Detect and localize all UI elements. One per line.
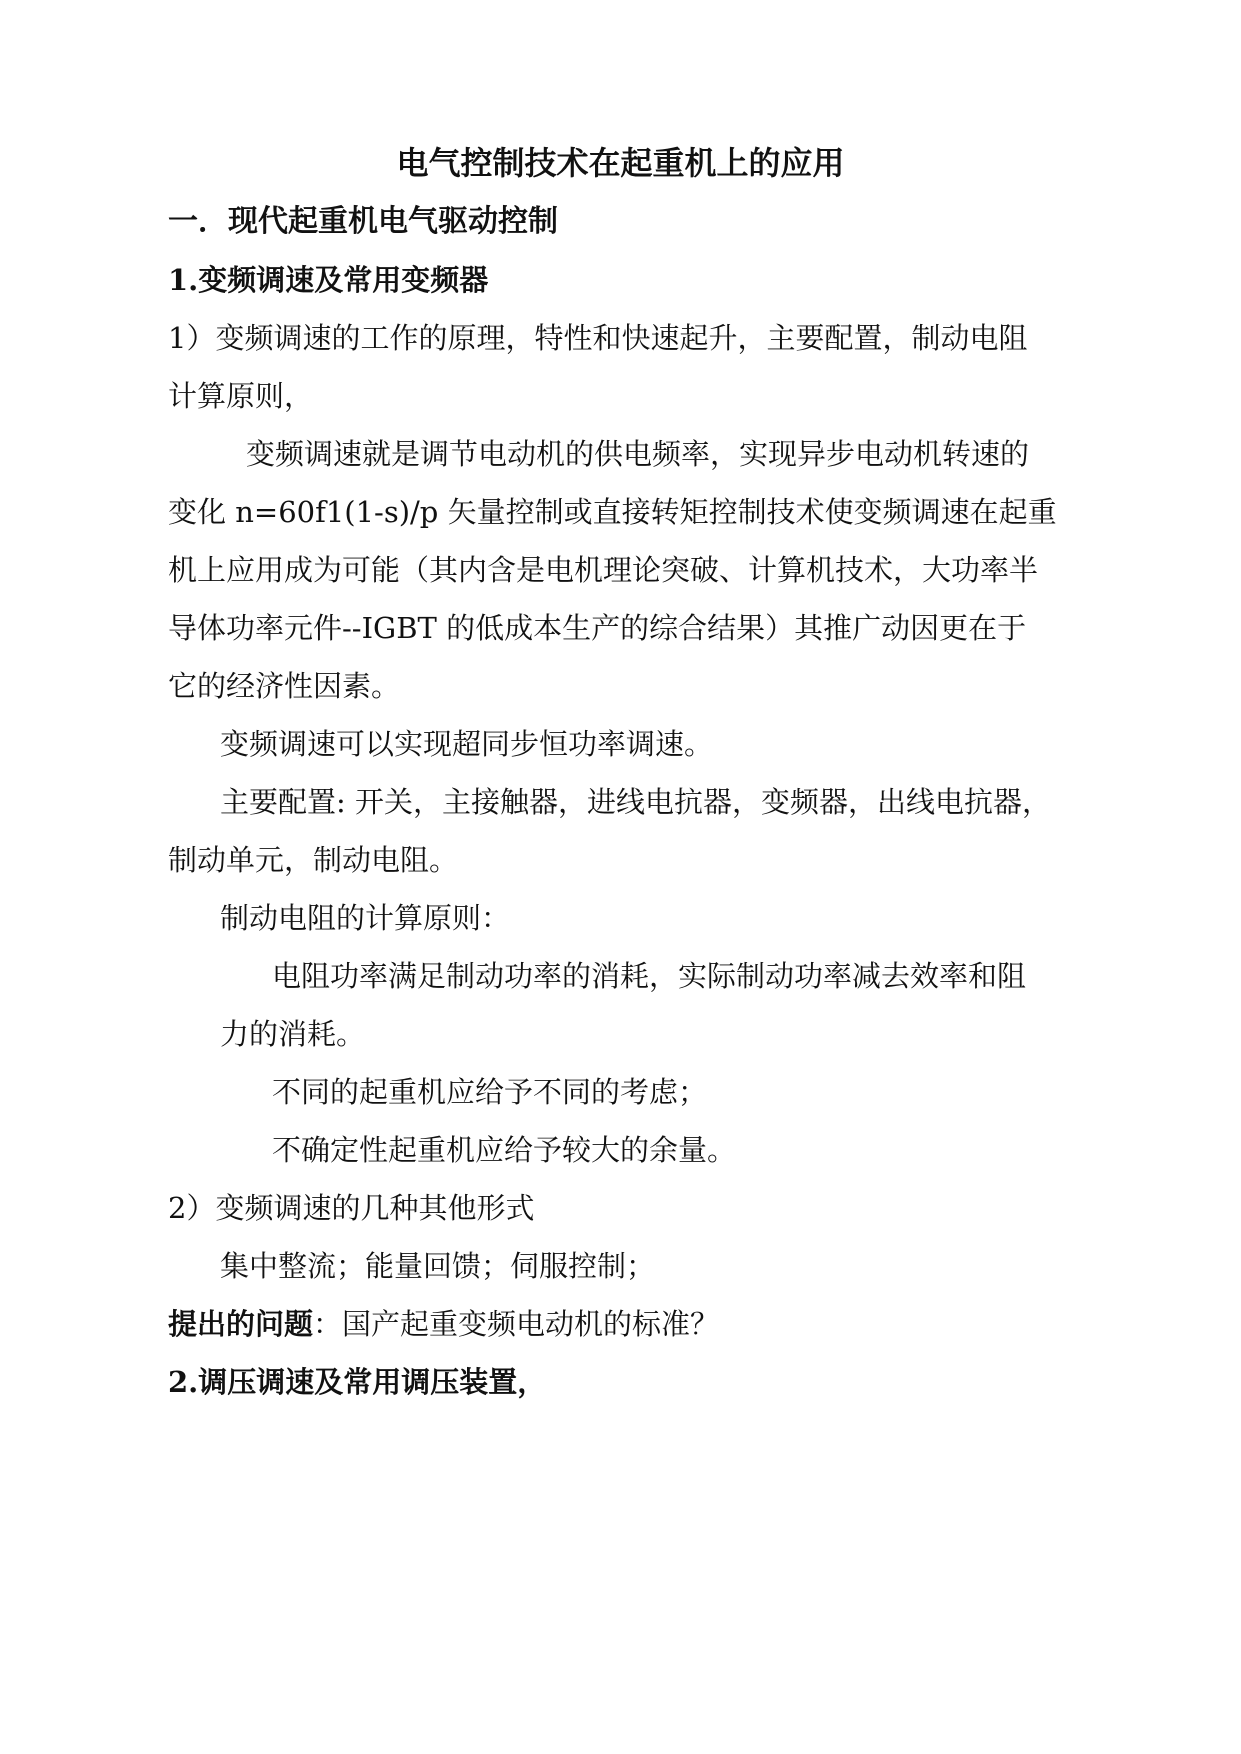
paragraph-line: 不同的起重机应给予不同的考虑；	[272, 1075, 708, 1109]
paragraph-line: 变频调速就是调节电动机的供电频率，实现异步电动机转速的	[246, 437, 1030, 471]
paragraph-line: 集中整流；能量回馈；伺服控制；	[220, 1249, 656, 1283]
question-line	[168, 1304, 719, 1344]
subsection-heading: 2.调压调速及常用调压装置，	[168, 1365, 547, 1399]
paragraph-line: 2）变频调速的几种其他形式	[168, 1191, 535, 1225]
paragraph-line: 1）变频调速的工作的原理，特性和快速起升，主要配置，制动电阻	[168, 321, 1028, 355]
paragraph-line: 制动单元，制动电阻。	[168, 843, 459, 877]
paragraph-line: 制动电阻的计算原则：	[220, 901, 511, 935]
paragraph-line: 它的经济性因素。	[168, 669, 401, 703]
paragraph-line: 电阻功率满足制动功率的消耗，实际制动功率减去效率和阻	[272, 959, 1027, 993]
paragraph-line: 计算原则，	[168, 379, 314, 413]
paragraph-line: 变化 n=60f1(1-s)/p 矢量控制或直接转矩控制技术使变频调速在起重	[168, 495, 1057, 529]
subsection-heading: 1.变频调速及常用变频器	[168, 263, 489, 297]
paragraph-line: 主要配置: 开关，主接触器，进线电抗器，变频器，出线电抗器，	[220, 785, 1051, 819]
question-text: ：国产起重变频电动机的标准？	[313, 1307, 720, 1341]
paragraph-line: 导体功率元件--IGBT 的低成本生产的综合结果）其推广动因更在于	[168, 611, 1027, 645]
paragraph-line: 不确定性起重机应给予较大的余量。	[272, 1133, 737, 1167]
paragraph-line: 变频调速可以实现超同步恒功率调速。	[220, 727, 714, 761]
paragraph-line: 力的消耗。	[220, 1017, 366, 1051]
section-heading: 一．现代起重机电气驱动控制	[168, 204, 558, 239]
paragraph-line: 机上应用成为可能（其内含是电机理论突破、计算机技术，大功率半	[168, 553, 1039, 587]
question-label: 提出的问题	[168, 1307, 314, 1341]
document-title: 电气控制技术在起重机上的应用	[396, 144, 845, 182]
